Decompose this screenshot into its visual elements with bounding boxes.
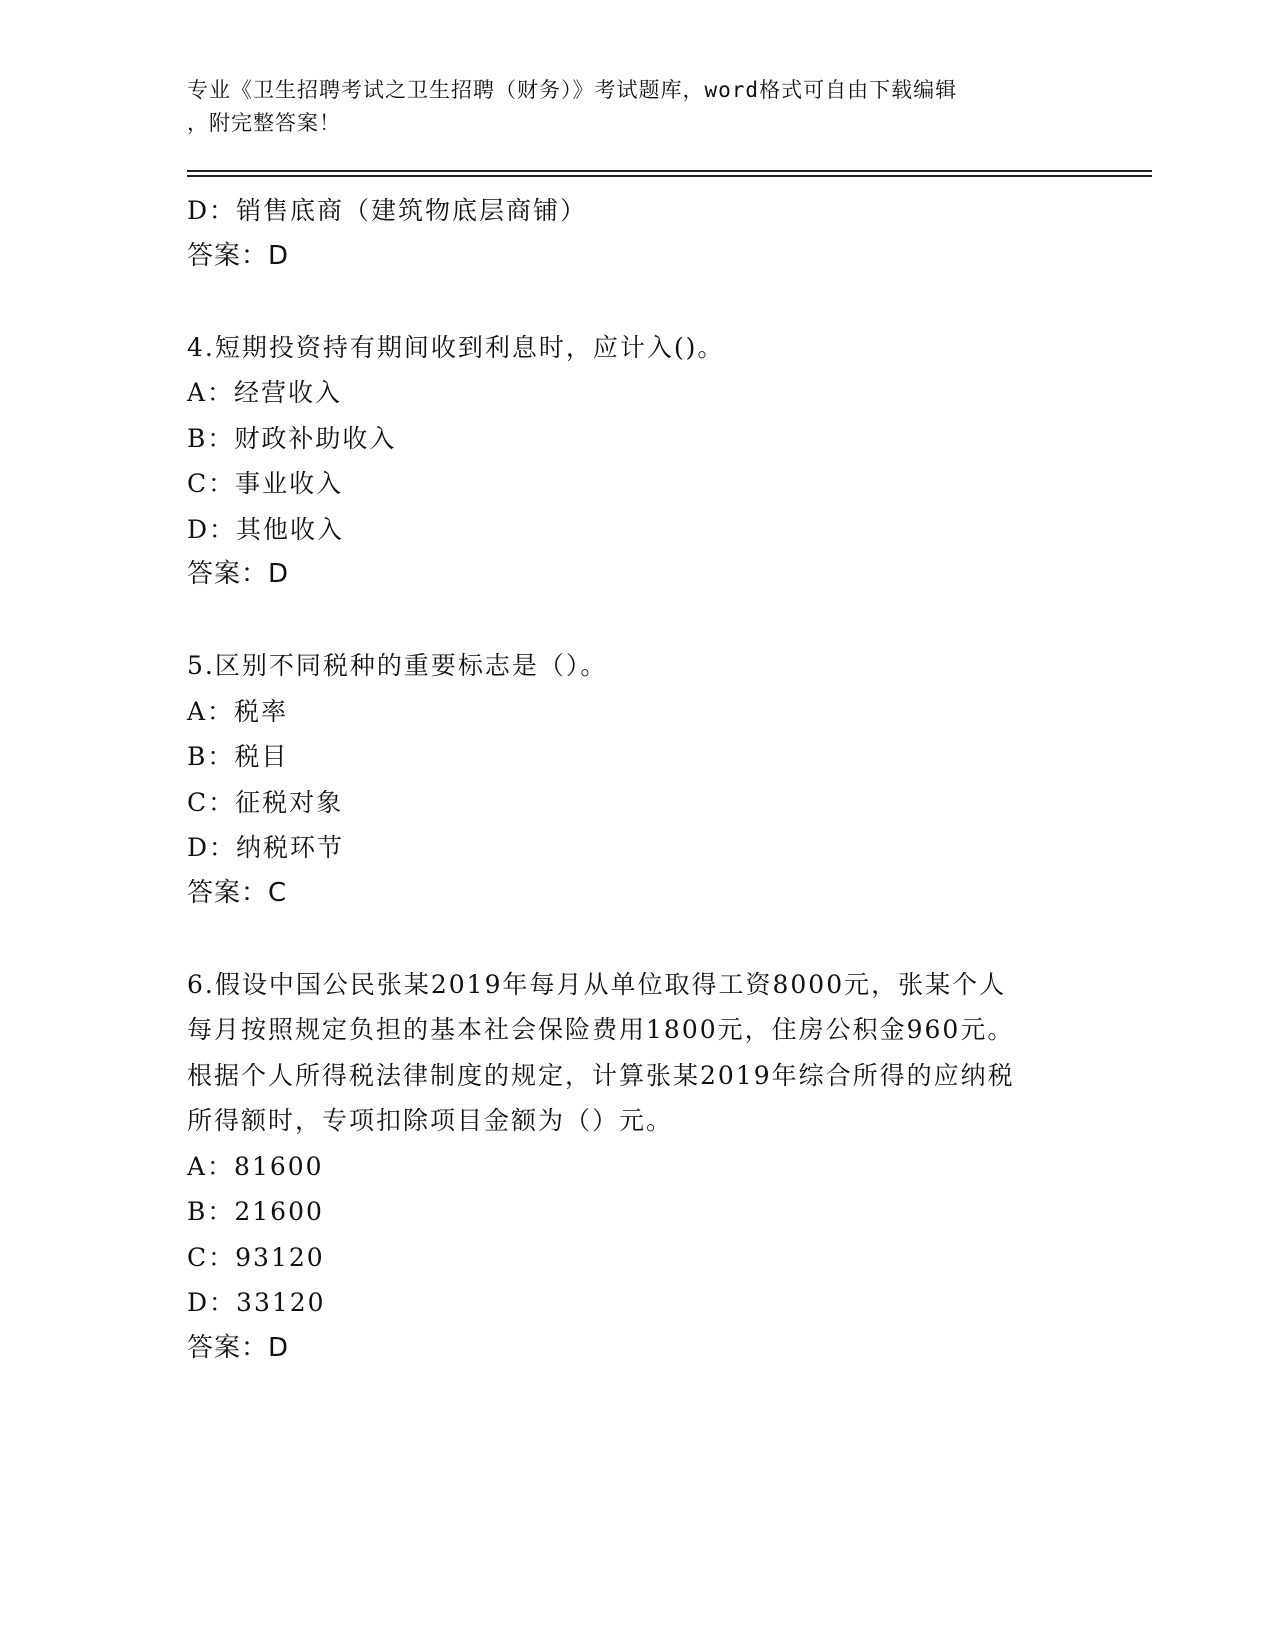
option-a: A：81600 <box>187 1151 324 1181</box>
question-block-5 <box>187 643 1087 916</box>
option-b: B：财政补助收入 <box>187 423 397 453</box>
spacer <box>187 279 1087 325</box>
question-text: 4.短期投资持有期间收到利息时，应计入()。 <box>187 332 725 362</box>
option-a: A：经营收入 <box>187 378 343 407</box>
header-divider-top <box>187 170 1152 172</box>
answer: 答案：D <box>187 1332 290 1363</box>
question-block-prev <box>187 188 1087 279</box>
option-b: B：21600 <box>187 1197 324 1226</box>
question-text-line-2: 每月按照规定负担的基本社会保险费用1800元，住房公积金960元。 <box>187 1015 1015 1044</box>
question-text-line-1: 6.假设中国公民张某2019年每月从单位取得工资8000元，张某个人 <box>187 969 1007 999</box>
option-d: D：销售底商（建筑物底层商铺） <box>187 196 588 225</box>
document-header <box>187 74 1087 140</box>
header-divider-bottom <box>187 175 1152 177</box>
option-c: C：征税对象 <box>187 787 344 817</box>
option-c: C：93120 <box>187 1242 325 1272</box>
option-b: B：税目 <box>187 742 289 771</box>
answer: 答案：D <box>187 240 290 271</box>
spacer <box>187 598 1087 644</box>
header-line-1: 专业《卫生招聘考试之卫生招聘（财务）》考试题库，word格式可自由下载编辑 <box>187 78 958 102</box>
answer: 答案：C <box>187 877 288 908</box>
question-text-line-3: 根据个人所得税法律制度的规定，计算张某2019年综合所得的应纳税 <box>187 1060 1015 1090</box>
option-c: C：事业收入 <box>187 469 344 498</box>
question-text: 5.区别不同税种的重要标志是（）。 <box>187 651 608 680</box>
header-line-2: ，附完整答案！ <box>187 111 341 135</box>
option-d: D：33120 <box>187 1288 326 1317</box>
question-list <box>187 188 1087 1371</box>
option-d: D：纳税环节 <box>187 833 345 862</box>
option-d: D：其他收入 <box>187 514 345 544</box>
spacer <box>187 916 1087 962</box>
question-block-6 <box>187 962 1087 1372</box>
answer: 答案：D <box>187 559 290 589</box>
question-block-4 <box>187 325 1087 598</box>
question-text-line-4: 所得额时，专项扣除项目金额为（）元。 <box>187 1106 674 1135</box>
option-a: A：税率 <box>187 696 289 726</box>
